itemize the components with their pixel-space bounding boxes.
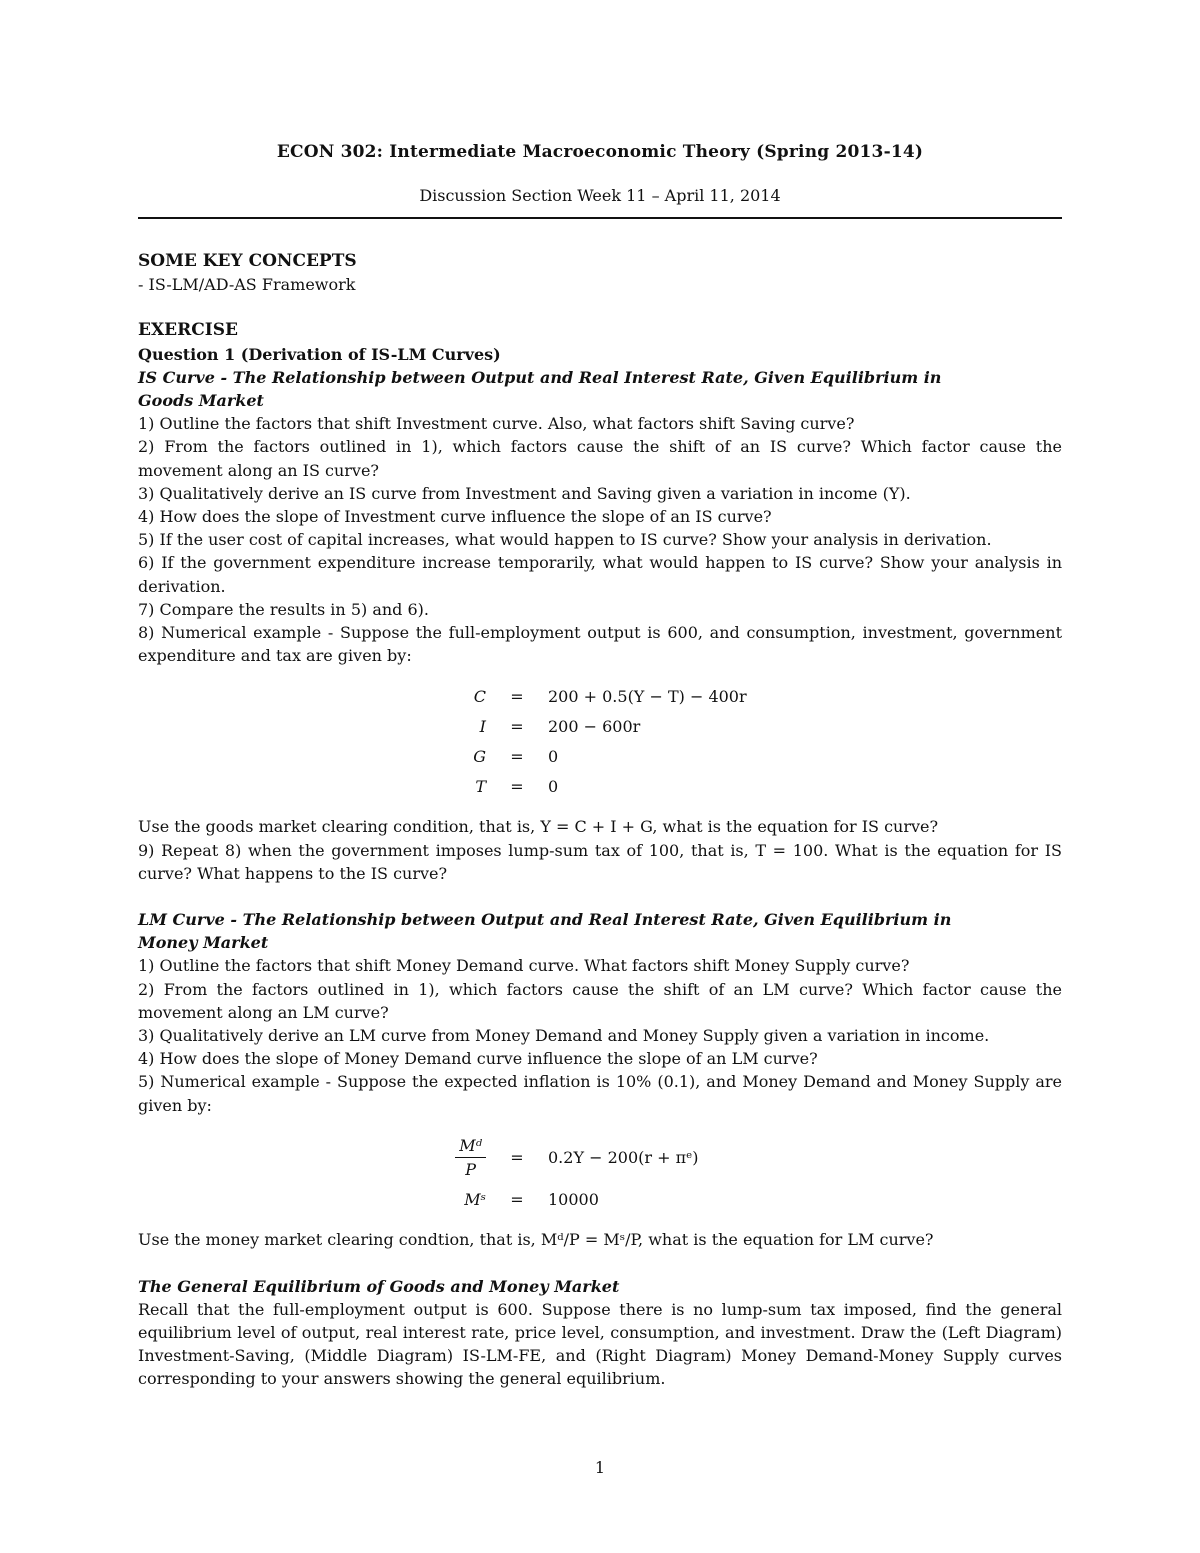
equation-operator: =	[510, 686, 524, 706]
lm-item-1: 1) Outline the factors that shift Money Demand curve. What factors shift Money Supply curve?	[138, 956, 910, 976]
lm-curve-heading-line2: Money Market	[138, 933, 269, 953]
lm-item-2: 2) From the factors outlined in 1), which factors cause the shift of an LM curve? Which factor cause the movement along an LM curve?	[138, 979, 1062, 1022]
fraction-numerator: Mᵈ	[455, 1134, 486, 1158]
lm-after-equations: Use the money market clearing condtion, that is, Mᵈ/P = Mˢ/P, what is the equation for LM curve?	[138, 1230, 934, 1250]
is-item-1: 1) Outline the factors that shift Investment curve. Also, what factors shift Saving curve?	[138, 414, 855, 434]
fraction-denominator: P	[465, 1160, 476, 1180]
equation-operator: =	[510, 1147, 524, 1167]
equation-rhs: 10000	[548, 1189, 599, 1209]
equation-lhs: T	[475, 776, 486, 796]
equation-row	[438, 711, 755, 741]
is-item-3: 3) Qualitatively derive an IS curve from Investment and Saving given a variation in income (Y).	[138, 483, 911, 503]
title-divider	[138, 217, 1062, 219]
equation-row	[438, 681, 755, 711]
equation-lhs: G	[473, 746, 486, 766]
equation-operator: =	[510, 776, 524, 796]
equation-lhs: C	[473, 686, 486, 706]
equation-row	[438, 1184, 707, 1214]
equation-rhs: 0	[548, 746, 559, 766]
is-curve-heading-line1: IS Curve - The Relationship between Output and Real Interest Rate, Given Equilibrium in	[138, 367, 942, 387]
equation-row	[438, 741, 755, 771]
lm-item-3: 3) Qualitatively derive an LM curve from Money Demand and Money Supply given a variation in income.	[138, 1026, 990, 1046]
exercise-heading: EXERCISE	[138, 320, 238, 341]
question-title: Question 1 (Derivation of IS-LM Curves)	[138, 344, 501, 364]
equation-row	[438, 1131, 707, 1184]
money-demand-fraction	[455, 1134, 486, 1181]
equation-lhs: Mˢ	[464, 1189, 486, 1209]
is-item-5: 5) If the user cost of capital increases, what would happen to IS curve? Show your analysis in derivation.	[138, 530, 992, 550]
lm-item-5: 5) Numerical example - Suppose the expected inflation is 10% (0.1), and Money Demand and Money Supply are given by:	[138, 1072, 1062, 1115]
lm-equation-system	[138, 1131, 1062, 1214]
is-curve-heading-line2: Goods Market	[138, 391, 264, 411]
is-curve-heading	[138, 366, 1062, 412]
is-item-8: 8) Numerical example - Suppose the full-employment output is 600, and consumption, investment, government expenditure and tax are given by:	[138, 623, 1062, 666]
equation-operator: =	[510, 716, 524, 736]
equation-lhs	[438, 1131, 494, 1184]
equation-rhs: 200 − 600r	[548, 716, 641, 736]
equation-rhs: 200 + 0.5(Y − T) − 400r	[548, 686, 747, 706]
is-item-4: 4) How does the slope of Investment curve influence the slope of an IS curve?	[138, 507, 772, 527]
lm-item-4: 4) How does the slope of Money Demand curve influence the slope of an LM curve?	[138, 1049, 818, 1069]
document-title: ECON 302: Intermediate Macroeconomic Theory (Spring 2013-14)	[276, 142, 924, 162]
equation-operator: =	[510, 746, 524, 766]
document-subtitle: Discussion Section Week 11 – April 11, 2014	[419, 186, 781, 205]
is-item-2: 2) From the factors outlined in 1), which factors cause the shift of an IS curve? Which factor cause the movement along an IS curve?	[138, 437, 1062, 480]
is-item-7: 7) Compare the results in 5) and 6).	[138, 599, 429, 619]
equation-rhs: 0	[548, 776, 559, 796]
lm-curve-heading	[138, 908, 1062, 954]
key-concepts-heading: SOME KEY CONCEPTS	[138, 251, 357, 271]
page-number: 1	[594, 1458, 606, 1477]
is-item-6: 6) If the government expenditure increase temporarily, what would happen to IS curve? Show your analysis in derivation.	[138, 553, 1062, 596]
is-after-equations: Use the goods market clearing condition, that is, Y = C + I + G, what is the equation for IS curve?	[138, 817, 939, 837]
equation-row	[438, 771, 755, 801]
equation-rhs: 0.2Y − 200(r + πᵉ)	[548, 1147, 699, 1167]
general-equilibrium-heading: The General Equilibrium of Goods and Money Market	[138, 1276, 620, 1296]
general-equilibrium-text: Recall that the full-employment output is 600. Suppose there is no lump-sum tax imposed, find the general equilibrium level of output, real interest rate, price level, consumption, and investment. Draw the (Left Diagram) Investment-Saving, (Middle Diagram) IS-LM-FE, and (Right Diagram) Money Demand-Money Supply curves corresponding to your answers showing the general equilibrium.	[138, 1299, 1062, 1389]
equation-operator: =	[510, 1189, 524, 1209]
document-body	[138, 250, 1062, 1391]
key-concept-item: - IS-LM/AD-AS Framework	[138, 275, 356, 295]
is-item-9: 9) Repeat 8) when the government imposes lump-sum tax of 100, that is, T = 100. What is the equation for IS curve? What happens to the IS curve?	[138, 840, 1062, 883]
is-equation-system	[138, 681, 1062, 801]
lm-curve-heading-line1: LM Curve - The Relationship between Output and Real Interest Rate, Given Equilibrium in	[138, 910, 952, 930]
equation-lhs: I	[479, 716, 486, 736]
